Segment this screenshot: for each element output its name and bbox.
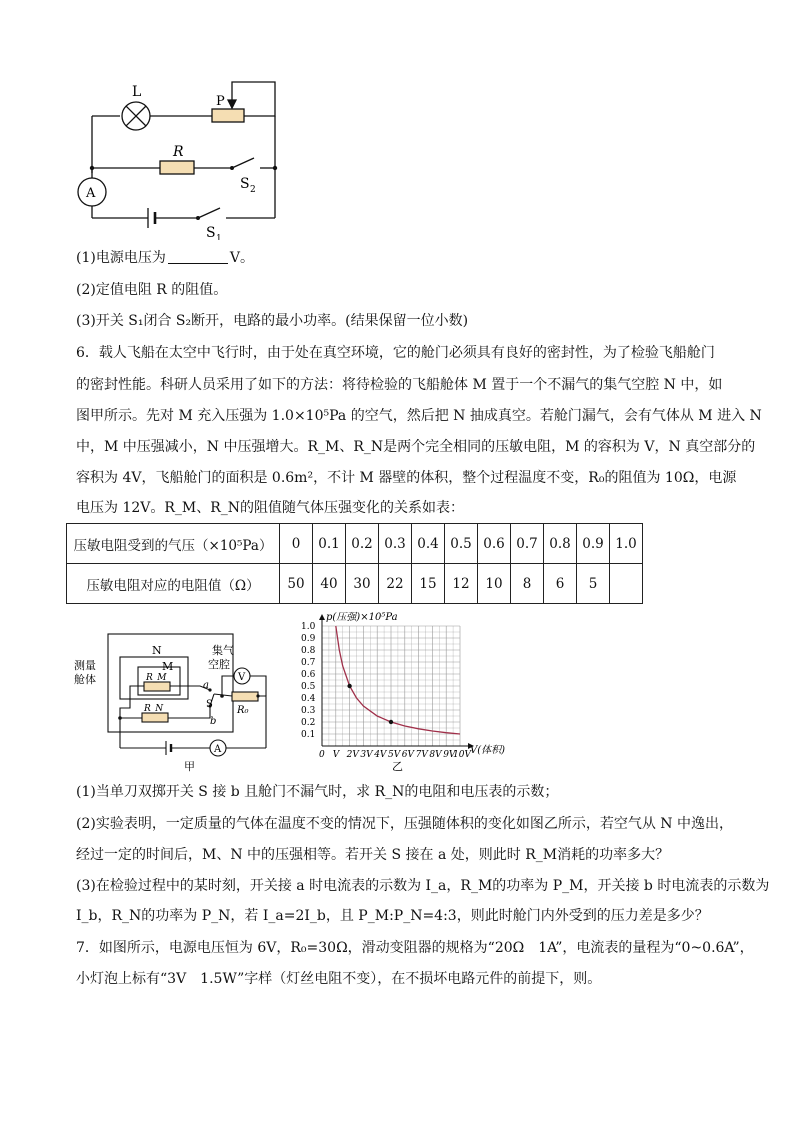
x-tick-label: 6V (401, 750, 415, 760)
answer-blank (168, 249, 228, 264)
table-cell: 0.2 (346, 524, 379, 564)
switch-s1-subscript: 1 (216, 234, 222, 240)
x-tick-label: 9V (443, 750, 456, 760)
y-tick-label: 0.7 (301, 658, 316, 668)
x-tick-label: V (332, 750, 340, 760)
label-a: a (203, 680, 209, 691)
x-tick-label: 3V (360, 750, 373, 760)
label-N: N (152, 644, 162, 657)
label-cavity: 空腔 (208, 658, 230, 671)
table-cell: 0.3 (379, 524, 412, 564)
label-cabin: 舱体 (74, 673, 96, 686)
table-cell: 0.1 (313, 524, 346, 564)
table-cell: 1.0 (610, 524, 643, 564)
table-cell: 12 (445, 564, 478, 604)
y-tick-label: 0.3 (301, 706, 316, 716)
y-tick-label: 0.2 (301, 718, 316, 728)
label-RN: R_N (144, 704, 164, 714)
q6-line-6: 电压为 12V。R_M、R_N的阻值随气体压强变化的关系如表： (76, 500, 465, 516)
table-cell: 0.5 (445, 524, 478, 564)
y-tick-label: 0.9 (301, 634, 316, 644)
label-gas: 集气 (212, 644, 234, 657)
table-cell: 10 (478, 564, 511, 604)
x-tick-label: 10V (453, 750, 471, 760)
y-tick-label: 0.1 (301, 730, 316, 740)
voltmeter-label: V (238, 672, 246, 683)
chart-ticks (301, 622, 472, 760)
table-cell: 30 (346, 564, 379, 604)
x-tick-label: 2V (346, 750, 359, 760)
label-measure: 测量 (74, 659, 96, 672)
table-cell: 8 (511, 564, 544, 604)
table-cell: 0.8 (544, 524, 577, 564)
table-cell: 0.6 (478, 524, 511, 564)
q5-part2: (2)定值电阻 R 的阻值。 (76, 282, 228, 298)
chart-xlabel: V(体积) (470, 745, 506, 756)
q7-line-2: 小灯泡上标有“3V 1.5W”字样（灯丝电阻不变），在不损坏电路元件的前提下，则。 (76, 971, 602, 987)
q6-question-2b: 经过一定的时间后，M、N 中的压强相等。若开关 S 接在 a 处，则此时 R_M消耗的功率多大？ (76, 847, 670, 863)
table-header-resistance: 压敏电阻对应的电阻值（Ω） (67, 564, 280, 604)
label-b: b (210, 716, 217, 727)
label-S: S (206, 699, 213, 710)
table-cell: 0.9 (577, 524, 610, 564)
q6-question-2a: (2)实验表明，一定质量的气体在温度不变的情况下，压强随体积的变化如图乙所示，若空气从 N 中逸出， (76, 816, 733, 832)
figure-caption-jia: 甲 (184, 760, 195, 772)
x-tick-label: 7V (415, 750, 428, 760)
q6-line-3: 图甲所示。先对 M 充入压强为 1.0×10⁵Pa 的空气，然后把 N 抽成真空。若舱门漏气，会有气体从 M 进入 N (76, 408, 762, 424)
q6-question-1: (1)当单刀双掷开关 S 接 b 且舱门不漏气时，求 R_N的电阻和电压表的示数； (76, 784, 559, 800)
ammeter-label: A (86, 186, 96, 201)
table-cell: 0.7 (511, 524, 544, 564)
slider-label: P (216, 94, 225, 109)
circuit-diagram-jia (72, 612, 277, 772)
pressure-volume-chart (292, 608, 524, 773)
switch-s2-label: S (240, 176, 250, 192)
q6-question-3a: (3)在检验过程中的某时刻，开关接 a 时电流表的示数为 I_a，R_M的功率为 P_M，开关接 b 时电流表的示数为 (76, 878, 770, 894)
label-R0: R₀ (237, 705, 249, 716)
table-cell: 0.4 (412, 524, 445, 564)
chart-ylabel: p(压强)×10⁵Pa (326, 612, 398, 623)
lamp-label: L (132, 84, 142, 100)
pressure-resistance-table (66, 523, 643, 604)
table-row (67, 524, 643, 564)
q6-line-4: 中，M 中压强减小，N 中压强增大。R_M、R_N是两个完全相同的压敏电阻，M 的容积为 V，N 真空部分的 (76, 439, 756, 455)
y-axis-arrow (319, 614, 325, 620)
figure-caption-yi: 乙 (392, 760, 403, 773)
q5-part1: (1)电源电压为 V。 (76, 250, 254, 266)
resistor-label: R (173, 144, 184, 160)
table-cell: 6 (544, 564, 577, 604)
q6-line-1: 6．载人飞船在太空中飞行时，由于处在真空环境，它的舱门必须具有良好的密封性，为了检验飞船舱门 (76, 345, 715, 361)
label-RM: R_M (146, 673, 167, 683)
q6-question-3b: I_b，R_N的功率为 P_N，若 I_a=2I_b，且 P_M:P_N=4:3，则此时舱门内外受到的压力差是多少？ (76, 908, 709, 924)
chart-axes (319, 614, 474, 749)
q6-line-2: 的密封性能。科研人员采用了如下的方法：将待检验的飞船舱体 M 置于一个不漏气的集气空腔 N 中，如 (76, 377, 723, 393)
y-tick-label: 0.8 (301, 646, 316, 656)
table-cell: 40 (313, 564, 346, 604)
x-tick-label: 4V (374, 750, 387, 760)
ammeter-label: A (214, 744, 222, 755)
circuit-diagram-1 (70, 80, 290, 240)
y-tick-label: 1.0 (301, 622, 316, 632)
table-cell (610, 564, 643, 604)
q6-line-5: 容积为 4V，飞船舱门的面积是 0.6m²，不计 M 器壁的体积，整个过程温度不变，R₀的阻值为 10Ω，电源 (76, 470, 737, 486)
switch-s1-label: S (206, 225, 216, 240)
y-tick-label: 0.4 (301, 694, 316, 704)
q5-part3: (3)开关 S₁闭合 S₂断开，电路的最小功率。(结果保留一位小数) (76, 313, 469, 329)
y-tick-label: 0.6 (301, 670, 316, 680)
table-cell: 15 (412, 564, 445, 604)
chart-point (347, 684, 351, 688)
chart-point (389, 720, 393, 724)
x-tick-label: 5V (388, 750, 401, 760)
y-tick-label: 0.5 (301, 682, 316, 692)
table-cell: 22 (379, 564, 412, 604)
table-cell: 0 (280, 524, 313, 564)
table-row (67, 564, 643, 604)
switch-s2-subscript: 2 (250, 185, 256, 195)
label-M: M (162, 660, 174, 673)
x-tick-label: 0 (319, 750, 325, 760)
table-cell: 50 (280, 564, 313, 604)
chart-grid (322, 626, 460, 746)
q7-line-1: 7．如图所示，电源电压恒为 6V，R₀=30Ω，滑动变阻器的规格为“20Ω 1A”，电流表的量程为“0~0.6A”， (76, 940, 754, 956)
table-header-pressure: 压敏电阻受到的气压（×10⁵Pa） (67, 524, 280, 564)
x-tick-label: 8V (429, 750, 442, 760)
table-cell: 5 (577, 564, 610, 604)
